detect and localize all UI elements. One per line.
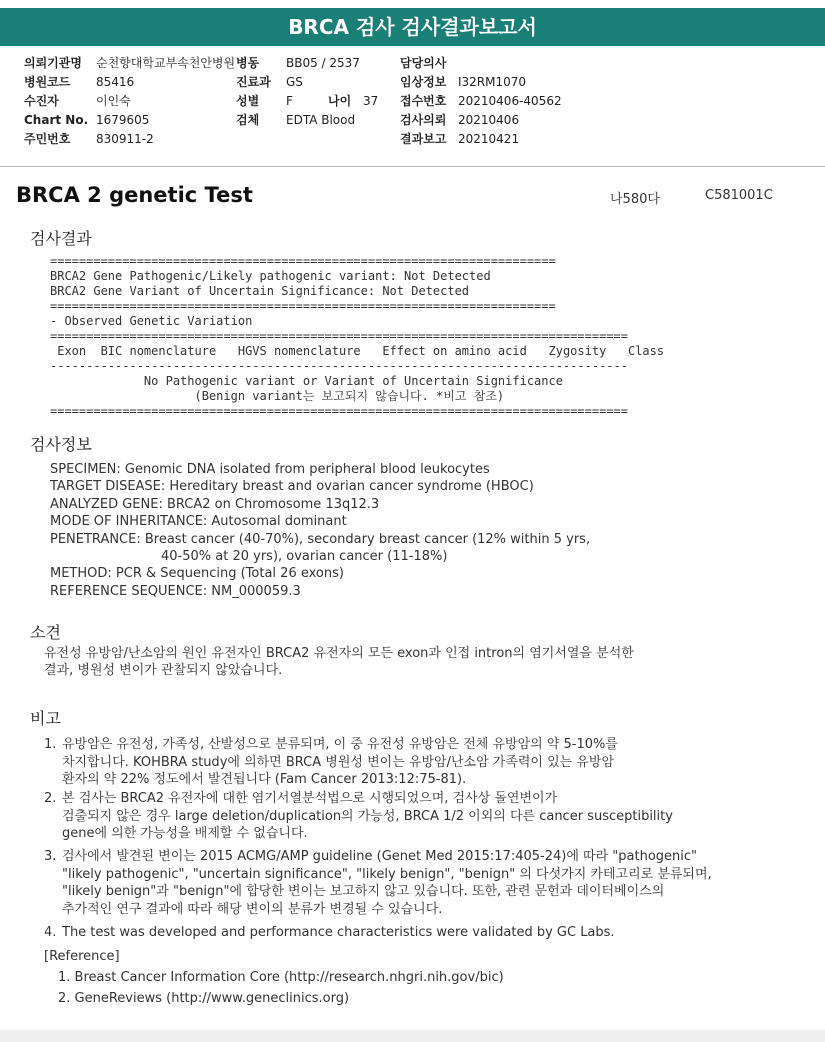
header-value: I32RM1070: [458, 75, 527, 89]
remark-item: [44, 924, 804, 942]
header-label: 진료과: [236, 75, 271, 89]
header-col1: [24, 54, 235, 149]
specimen: SPECIMEN: Genomic DNA isolated from peripheral blood leukocytes: [50, 462, 490, 477]
header-label: 담당의사: [400, 56, 447, 70]
header-value: 순천향대학교부속천안병원: [96, 56, 236, 70]
reference-item: 2. GeneReviews (http://www.geneclinics.org): [58, 991, 350, 1006]
header-label: 접수번호: [400, 94, 447, 108]
remark-line: 유방암은 유전성, 가족성, 산발성으로 분류되며, 이 중 유전성 유방암은 전체 유방암의 약 5-10%를: [62, 737, 618, 752]
pathogenic-result: BRCA2 Gene Pathogenic/Likely pathogenic variant: Not Detected: [50, 269, 491, 283]
remark-line: "likely pathogenic", "uncertain significance", "likely benign", "benign" 의 다섯가지 카테고리로 분류되며,: [62, 866, 712, 882]
page-footer-band: [0, 1030, 825, 1042]
header-label: 의뢰기관명: [24, 56, 82, 70]
remark-number: 3.: [44, 849, 57, 864]
header-value: 85416: [96, 75, 135, 89]
header-value: 20210406: [458, 113, 520, 127]
separator: ================================================================================: [50, 404, 628, 418]
header-value: F: [286, 94, 293, 108]
remark-line: The test was developed and performance characteristics were validated by GC Labs.: [62, 925, 615, 940]
header-row: [400, 111, 562, 130]
benign-note: (Benign variant는 보고되지 않습니다. *비고 참조): [50, 389, 505, 403]
inheritance-mode: MODE OF INHERITANCE: Autosomal dominant: [50, 514, 347, 530]
header-row: [400, 92, 562, 111]
header-value: 이인숙: [96, 94, 131, 108]
header-col2: [236, 54, 378, 130]
separator: ======================================================================: [50, 254, 556, 268]
header-row: [24, 92, 235, 111]
info-section-title: 검사정보: [30, 435, 92, 454]
header-label: 주민번호: [24, 132, 71, 146]
header-row: [400, 130, 562, 149]
remark-number: 2.: [44, 791, 57, 806]
target-disease: TARGET DISEASE: Hereditary breast and ovarian cancer syndrome (HBOC): [50, 479, 534, 495]
remark-line: 본 검사는 BRCA2 유전자에 대한 염기서열분석법으로 시행되었으며, 검사상 돌연변이가: [62, 791, 558, 806]
header-label: 검사의뢰: [400, 113, 447, 127]
header-label: 임상정보: [400, 75, 447, 89]
header-row: [236, 73, 378, 92]
header-label: 결과보고: [400, 132, 447, 146]
header-divider: [0, 166, 825, 167]
age-label: 나이: [328, 94, 352, 108]
header-row: [24, 130, 235, 149]
test-code: C581001C: [705, 188, 773, 203]
remark-line: 추가적인 연구 결과에 따라 해당 변이의 분류가 변경될 수 있습니다.: [62, 901, 443, 917]
header-label: 병원코드: [24, 75, 71, 89]
remark-line: 검사에서 발견된 변이는 2015 ACMG/AMP guideline (Genet Med 2015:17:405-24)에 따라 "pathogenic": [62, 849, 697, 864]
remark-line: "likely benign"과 "benign"에 합당한 변이는 보고하지 않고 있습니다. 또한, 관련 문헌과 데이터베이스의: [62, 884, 665, 899]
remark-item: [44, 736, 804, 789]
remark-line: 차지합니다. KOHBRA study에 의하면 BRCA 병원성 변이는 유방암/난소암 가족력이 있는 유방암: [62, 754, 615, 770]
separator: --------------------------------------------------------------------------------: [50, 359, 628, 373]
remark-line: 환자의 약 22% 정도에서 발견됩니다 (Fam Cancer 2013:12:75-81).: [62, 772, 467, 787]
header-col3: [400, 54, 562, 149]
separator: ======================================================================: [50, 299, 556, 313]
header-value: 20210421: [458, 132, 520, 146]
vus-result: BRCA2 Gene Variant of Uncertain Significance: Not Detected: [50, 284, 470, 298]
remarks-section-title: 비고: [30, 709, 61, 728]
penetrance-continued: 40-50% at 20 yrs), ovarian cancer (11-18%): [161, 549, 448, 565]
header-row: [236, 111, 378, 130]
reference-title: [Reference]: [44, 949, 120, 964]
reference-list: [44, 946, 504, 1009]
header-value: 20210406-40562: [458, 94, 562, 108]
observed-variation-label: - Observed Genetic Variation: [50, 314, 253, 328]
header-value: EDTA Blood: [286, 113, 356, 127]
header-value: 1679605: [96, 113, 150, 127]
header-label: 수진자: [24, 94, 59, 108]
test-code-local: 나580다: [610, 192, 660, 207]
reference-sequence: REFERENCE SEQUENCE: NM_000059.3: [50, 583, 301, 599]
opinion-line: 결과, 병원성 변이가 관찰되지 않았습니다.: [44, 663, 283, 678]
reference-item: 1. Breast Cancer Information Core (http://research.nhgri.nih.gov/bic): [58, 970, 504, 985]
variant-table-header: Exon BIC nomenclature HGVS nomenclature Effect on amino acid Zygosity Class: [50, 344, 665, 358]
header-row: [400, 54, 562, 73]
header-row: [24, 54, 235, 73]
header-row: [24, 73, 235, 92]
no-variant-text: No Pathogenic variant or Variant of Uncertain Significance: [50, 374, 563, 388]
opinion-line: 유전성 유방암/난소암의 원인 유전자인 BRCA2 유전자의 모든 exon과 인접 intron의 염기서열을 분석한: [44, 646, 634, 661]
header-label: 검체: [236, 113, 260, 127]
remark-item: [44, 790, 804, 843]
analyzed-gene: ANALYZED GENE: BRCA2 on Chromosome 13q12.3: [50, 496, 380, 512]
header-label: 성별: [236, 94, 260, 108]
penetrance: PENETRANCE: Breast cancer (40-70%), secondary breast cancer (12% within 5 yrs,: [50, 531, 591, 547]
opinion-section-title: 소견: [30, 623, 61, 642]
header-value: BB05 / 2537: [286, 56, 360, 70]
header-row: [236, 54, 378, 73]
test-title: BRCA 2 genetic Test: [16, 183, 253, 207]
remark-line: gene에 의한 가능성을 배제할 수 없습니다.: [62, 826, 308, 841]
test-info-block: [50, 461, 590, 600]
header-row: [24, 111, 235, 130]
remark-item: [44, 848, 804, 918]
report-title: BRCA 검사 검사결과보고서: [0, 8, 825, 46]
header-row: [236, 92, 378, 111]
result-section-title: 검사결과: [30, 229, 92, 248]
result-summary-block: [50, 254, 664, 419]
age-value: 37: [363, 94, 379, 108]
opinion-text: [44, 645, 634, 679]
remark-number: 1.: [44, 737, 57, 752]
header-value: 830911-2: [96, 132, 154, 146]
remark-line: 검출되지 않은 경우 large deletion/duplication의 가능성, BRCA 1/2 이외의 다른 cancer susceptibility: [62, 808, 673, 824]
header-label: Chart No.: [24, 113, 89, 127]
remark-number: 4.: [44, 925, 57, 940]
separator: ================================================================================: [50, 329, 628, 343]
method: METHOD: PCR & Sequencing (Total 26 exons): [50, 566, 344, 582]
header-row: [400, 73, 562, 92]
header-label: 병동: [236, 56, 260, 70]
header-value: GS: [286, 75, 303, 89]
